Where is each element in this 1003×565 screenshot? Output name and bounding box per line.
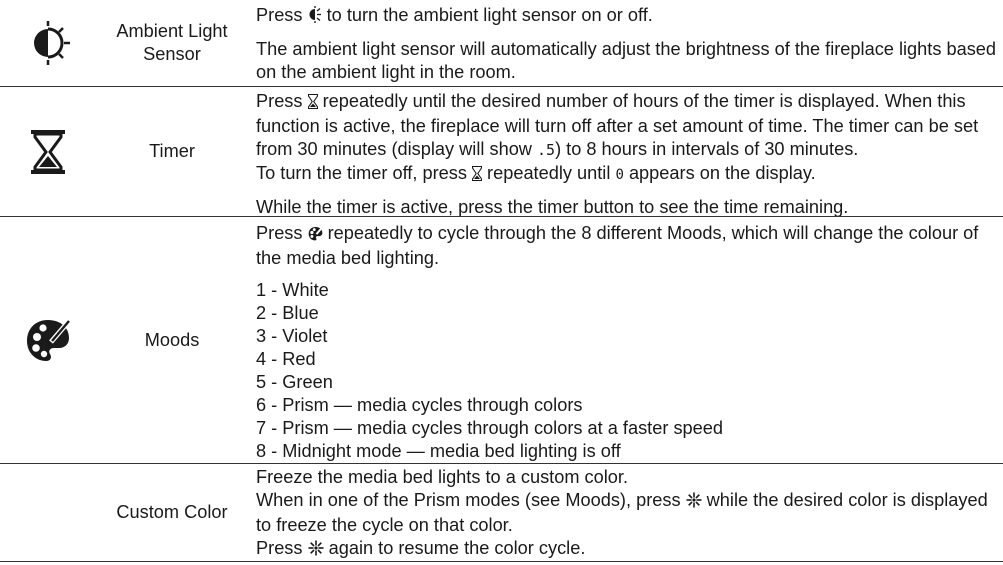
row-divider — [0, 561, 1003, 562]
text: to turn the ambient light sensor on or off. — [321, 5, 653, 25]
row-custom-color — [0, 464, 1003, 561]
text: repeatedly until the desired number of hours of the timer is displayed. When this function is active, the fireplace will turn off after a set amount of time. The timer can be set from 30 minutes (display will show — [256, 91, 979, 159]
feature-label — [96, 87, 248, 216]
sparkle-icon — [686, 491, 702, 514]
hourglass-icon — [308, 92, 318, 115]
mood-list — [256, 279, 1001, 463]
paragraph — [256, 4, 1001, 29]
feature-label — [96, 464, 248, 561]
hourglass-icon — [472, 164, 482, 187]
paragraph — [256, 222, 1001, 270]
text: Press — [256, 91, 308, 111]
feature-label — [96, 0, 248, 86]
list-item: 1 - White — [256, 280, 329, 300]
feature-description — [256, 466, 1001, 562]
sparkle-icon — [308, 539, 324, 562]
text: Press — [256, 538, 308, 558]
text: When in one of the Prism modes (see Moods), press — [256, 490, 686, 510]
text: again to resume the color cycle. — [323, 538, 586, 558]
line: Freeze the media bed lights to a custom color. — [256, 467, 629, 487]
paragraph — [256, 90, 1001, 187]
row-moods — [0, 217, 1003, 463]
paragraph: While the timer is active, press the timer button to see the time remaining. — [256, 197, 849, 217]
list-item: 8 - Midnight mode — media bed lighting is off — [256, 441, 621, 461]
display-readout: 0 — [615, 167, 624, 183]
feature-description — [256, 90, 1001, 219]
text: repeatedly to cycle through the 8 different Moods, which will change the colour of the media bed lighting. — [256, 223, 979, 268]
line — [256, 537, 1001, 562]
list-item: 3 - Violet — [256, 326, 328, 346]
feature-label — [96, 217, 248, 463]
label-line: Timer — [149, 141, 195, 161]
list-item: 7 - Prism — media cycles through colors at a faster speed — [256, 418, 724, 438]
row-ambient-light-sensor — [0, 0, 1003, 86]
ambient-light-sensor-icon — [0, 0, 95, 86]
palette-icon — [308, 224, 323, 247]
feature-description — [256, 222, 1001, 463]
text: Press — [256, 223, 308, 243]
list-item: 4 - Red — [256, 349, 316, 369]
icon-cell-empty — [0, 464, 95, 561]
label-line: Sensor — [143, 44, 201, 64]
feature-description — [256, 4, 1001, 84]
text: Press — [256, 5, 308, 25]
display-readout: .5 — [537, 141, 556, 159]
label-line: Custom Color — [116, 502, 228, 522]
label-line: Ambient Light — [116, 21, 228, 41]
label-line: Moods — [144, 329, 200, 350]
row-timer — [0, 87, 1003, 216]
line — [256, 489, 1001, 537]
text: appears on the display. — [623, 163, 816, 183]
text: ) to 8 hours in intervals of 30 minutes. — [555, 139, 859, 159]
ambient-light-sensor-icon — [308, 6, 322, 29]
hourglass-icon — [0, 87, 95, 216]
list-item: 6 - Prism — media cycles through colors — [256, 395, 583, 415]
palette-icon — [0, 217, 95, 463]
paragraph: The ambient light sensor will automatically adjust the brightness of the fireplace lights based on the ambient light in the room. — [256, 39, 997, 82]
text: repeatedly until — [481, 163, 616, 183]
list-item: 2 - Blue — [256, 303, 319, 323]
text: To turn the timer off, press — [256, 163, 472, 183]
list-item: 5 - Green — [256, 372, 333, 392]
text: while the desired color is displayed to freeze the cycle on that color. — [256, 490, 988, 535]
